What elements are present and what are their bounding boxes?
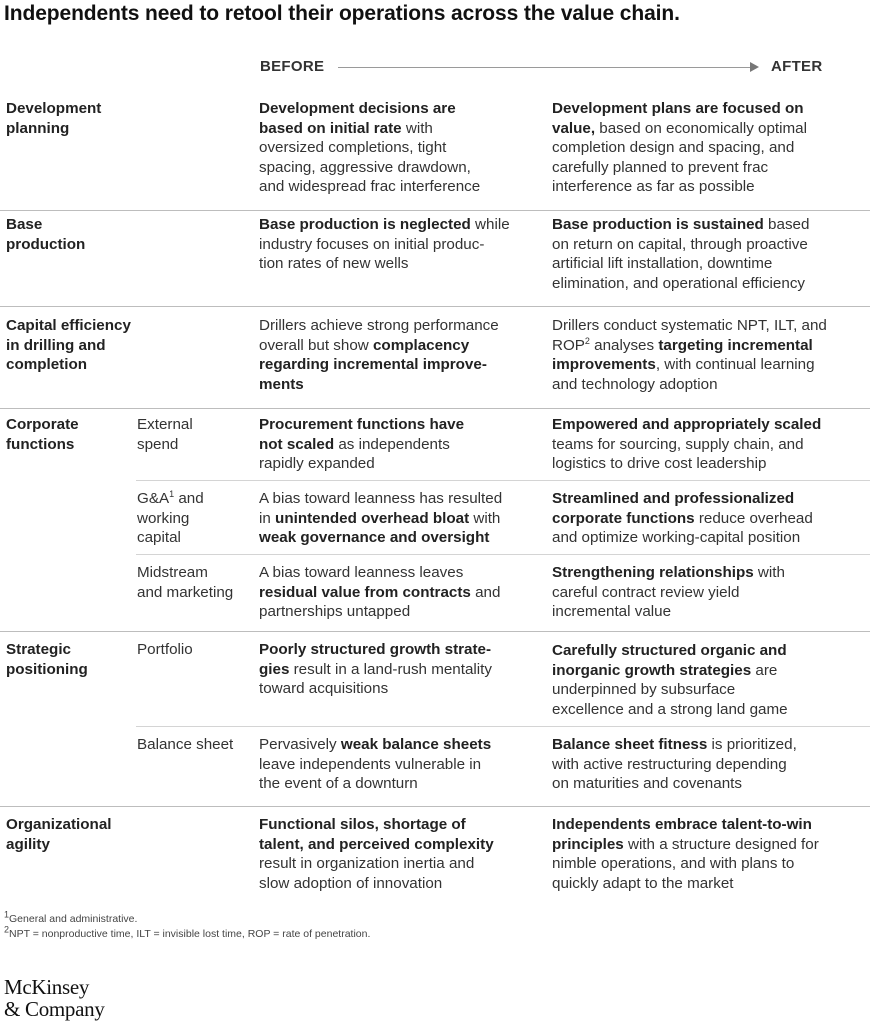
- body-text: result in a land-rush mentality toward acquisitions: [259, 660, 492, 697]
- mckinsey-logo: [4, 976, 105, 1020]
- emphasis-text: Carefully structured organic and inorganic growth strategies: [552, 642, 787, 679]
- body-text: reduce overhead and optimize working-capital position: [552, 509, 813, 546]
- body-text: G&A: [137, 490, 170, 507]
- footnote-marker: 1: [4, 909, 10, 920]
- emphasis-text: Base production is sustained: [552, 216, 764, 233]
- subrow-divider: [136, 554, 870, 555]
- body-text: with oversized completions, tight spacing, aggressive drawdown, and widespread frac interference: [259, 119, 481, 195]
- row-divider: [0, 306, 870, 307]
- page-title: Independents need to retool their operations across the value chain.: [4, 2, 680, 25]
- body-text: Pervasively: [259, 736, 341, 753]
- footnote-marker: 1: [169, 488, 175, 499]
- body-text: are underpinned by subsurface excellence and a strong land game: [552, 661, 788, 718]
- subrow-divider: [136, 480, 870, 481]
- after-cell: [552, 735, 797, 794]
- subcategory-balance-sheet: Balance sheet: [137, 736, 234, 753]
- footnote-marker: 2: [4, 924, 10, 935]
- body-text: and partnerships untapped: [259, 583, 501, 620]
- after-cell: [552, 415, 821, 474]
- category-organizational-agility: Organizational agility: [6, 816, 112, 853]
- body-text: with a structure designed for nimble operations, and with plans to quickly adapt to the market: [552, 835, 819, 892]
- emphasis-text: weak balance sheets: [340, 736, 492, 753]
- before-cell: [259, 316, 499, 394]
- emphasis-text: complacency regarding incremental improve- ments: [259, 336, 487, 393]
- before-header: BEFORE: [260, 58, 325, 75]
- emphasis-text: unintended overhead bloat: [275, 509, 470, 527]
- footnote-text: NPT = nonproductive time, ILT = invisible lost time, ROP = rate of penetration.: [9, 928, 371, 940]
- body-text: is prioritized, with active restructuring depending on maturities and covenants: [552, 736, 797, 792]
- subcategory-portfolio: Portfolio: [137, 641, 193, 658]
- after-cell: [552, 316, 827, 394]
- before-after-arrow-line: [338, 67, 750, 68]
- emphasis-text: Procurement functions have not scaled: [259, 416, 465, 453]
- category-corporate-functions: Corporate functions: [6, 416, 79, 453]
- subrow-divider: [136, 726, 870, 727]
- subcategory-midstream-marketing: Midstream and marketing: [137, 564, 234, 601]
- before-cell: [259, 640, 492, 699]
- emphasis-text: Streamlined and professionalized corporate functions: [552, 490, 795, 527]
- body-text: analyses: [589, 336, 659, 354]
- body-text: result in organization inertia and slow adoption of innovation: [259, 855, 475, 892]
- footnote-marker: 2: [584, 335, 590, 346]
- body-text: with: [473, 509, 501, 527]
- after-cell: [552, 641, 788, 719]
- emphasis-text: Functional silos, shortage of talent, and perceived complexity: [259, 816, 494, 853]
- body-text: with careful contract review yield incremental value: [552, 564, 785, 620]
- emphasis-text: Development plans are focused on value,: [552, 100, 804, 137]
- before-cell: [259, 815, 494, 893]
- before-cell: [259, 735, 491, 794]
- subcategory-ga-working-capital: [137, 489, 204, 548]
- after-header: AFTER: [771, 58, 823, 75]
- category-development-planning: Development planning: [6, 100, 102, 137]
- emphasis-text: residual value from contracts: [259, 583, 471, 601]
- body-text: leave independents vulnerable in the event of a downturn: [259, 755, 482, 792]
- footnote-1: [4, 909, 138, 925]
- row-divider: [0, 210, 870, 211]
- body-text: teams for sourcing, supply chain, and logistics to drive cost leadership: [552, 435, 804, 472]
- emphasis-text: Balance sheet fitness: [552, 736, 708, 753]
- emphasis-text: Strengthening relationships: [552, 564, 754, 581]
- after-cell: [552, 489, 813, 548]
- after-cell: [552, 815, 819, 893]
- after-cell: [552, 215, 809, 293]
- body-text: based on economically optimal completion design and spacing, and carefully planned to prevent frac interference as far as possible: [552, 119, 807, 195]
- logo-line-2: & Company: [4, 997, 105, 1021]
- subcategory-external-spend: External spend: [137, 416, 193, 453]
- before-cell: [259, 563, 500, 622]
- after-cell: [552, 99, 807, 197]
- category-strategic-positioning: Strategic positioning: [6, 641, 88, 678]
- after-cell: [552, 563, 785, 622]
- before-cell: [259, 415, 464, 474]
- emphasis-text: Empowered and appropriately scaled: [552, 416, 822, 433]
- body-text: Drillers conduct systematic NPT, ILT, and ROP: [552, 317, 827, 354]
- emphasis-text: Development decisions are based on initial rate: [259, 100, 456, 137]
- before-cell: [259, 99, 480, 197]
- body-text: and working capital: [137, 490, 204, 546]
- emphasis-text: Base production is neglected: [259, 216, 471, 233]
- arrow-right-icon: [750, 62, 759, 72]
- emphasis-text: Poorly structured growth strate- gies: [259, 641, 492, 678]
- before-cell: [259, 489, 502, 548]
- logo-line-1: McKinsey: [4, 975, 90, 999]
- body-text: A bias toward leanness leaves: [259, 564, 464, 581]
- body-text: Drillers achieve strong performance overall but show: [259, 317, 499, 354]
- before-cell: [259, 215, 510, 274]
- category-base-production: Base production: [6, 216, 86, 253]
- footnote-2: [4, 924, 371, 940]
- row-divider: [0, 408, 870, 409]
- emphasis-text: weak governance and oversight: [259, 529, 490, 546]
- row-divider: [0, 806, 870, 807]
- body-text: based on return on capital, through proactive artificial lift installation, downtime elimination, and operational efficiency: [552, 216, 810, 292]
- footnote-text: General and administrative.: [9, 913, 138, 925]
- row-divider: [0, 631, 870, 632]
- emphasis-text: targeting incremental improvements: [552, 336, 813, 373]
- body-text: while industry focuses on initial produc- tion rates of new wells: [259, 216, 510, 272]
- category-capital-efficiency: Capital efficiency in drilling and completion: [6, 317, 131, 373]
- body-text: A bias toward leanness has resulted in: [259, 490, 503, 527]
- body-text: , with continual learning and technology adoption: [552, 356, 815, 393]
- emphasis-text: Independents embrace talent-to-win principles: [552, 816, 812, 853]
- body-text: as independents rapidly expanded: [259, 435, 450, 472]
